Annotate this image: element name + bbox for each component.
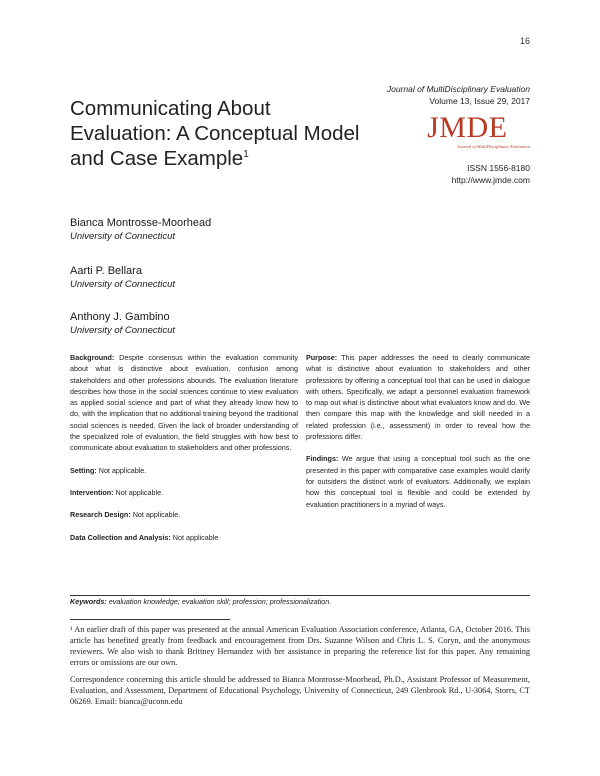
journal-issn: ISSN 1556-8180 bbox=[467, 163, 530, 173]
logo-text: JMDE bbox=[427, 111, 508, 144]
journal-volume-issue: Volume 13, Issue 29, 2017 bbox=[429, 96, 530, 106]
author-3 bbox=[70, 310, 175, 338]
keywords bbox=[70, 597, 331, 606]
title-footnote-mark: 1 bbox=[243, 149, 249, 161]
keywords-text: evaluation knowledge; evaluation skill; profession; professionalization. bbox=[106, 597, 332, 606]
text: Not applicable. bbox=[130, 510, 181, 520]
label: Purpose: bbox=[306, 353, 338, 362]
journal-name: Journal of MultiDisciplinary Evaluation bbox=[386, 84, 530, 94]
author-affiliation: University of Connecticut bbox=[70, 325, 176, 336]
author-affiliation: University of Connecticut bbox=[70, 279, 176, 290]
label: Intervention: bbox=[70, 487, 114, 497]
text: We argue that using a conceptual tool such as the one presented in this paper with comparative case examples would clarify for outsiders the distinct work of evaluators. Additionally, we explain how this conceptual tool is flexible and could be extended by evaluation practitioners in a myriad of ways. bbox=[306, 454, 530, 509]
text: Despite consensus within the evaluation community about what is distinctive about evaluation, confusion among stakeholders and other professions abounds. The evaluation literature describes how those in the social sciences continue to view evaluation as applied social science and part of what they already know how to do, with the implication that no additional training beyond the traditional social sciences is needed. Given the lack of broader understanding of the specialized role of evaluation, the field struggles with how best to communicate about evaluation to stakeholders and other professions. bbox=[70, 353, 298, 453]
journal-info bbox=[310, 83, 530, 186]
label: Findings: bbox=[306, 454, 339, 464]
abstract-right-column bbox=[306, 352, 530, 521]
footnote-1: ¹ An earlier draft of this paper was presented at the annual American Evaluation Association conference, Atlanta, GA, October 2016. This article has benefited greatly from feedback and encouragement from Drs. Suzanne Wilson and Chris L. S. Coryn, and the anonymous reviewers. We also wish to thank Brittney Hernandez with her assistance in preparing the reference list for this paper. Any remaining errors or omissions are our own. bbox=[70, 625, 530, 667]
abstract-setting bbox=[70, 465, 298, 476]
correspondence-note: Correspondence concerning this article should be addressed to Bianca Montrosse-Moorhead, Ph.D., Assistant Professor of Measurement, Evaluation, and Assessment, Department of Educational Psychology, University of Connecticut, 249 Glenbrook Rd., U-3064, Storrs, CT 06269. Email: bianca@uconn.edu bbox=[70, 675, 530, 706]
text: Not applicable. bbox=[96, 465, 147, 475]
text: This paper addresses the need to clearly communicate what is distinctive about evaluation to stakeholders and other professions by offering a conceptual tool that can be used in dialogue with others. Specifically, we adapt a personnel evaluation framework to map out what is distinctive about what evaluators know and do. We then compare this map with the knowledge and skill needed in a related profession (i.e., assessment) in order to reveal how the professions differ. bbox=[306, 353, 530, 442]
text: Not applicable bbox=[170, 532, 219, 542]
label: Setting: bbox=[70, 465, 97, 475]
text: Not applicable. bbox=[113, 487, 164, 497]
abstract-left-column bbox=[70, 352, 298, 554]
keywords-label: Keywords: bbox=[70, 597, 107, 606]
logo-subtitle: Journal of MultiDisciplinary Evaluation bbox=[457, 144, 530, 149]
label: Research Design: bbox=[70, 510, 131, 520]
journal-url[interactable]: http://www.jmde.com bbox=[451, 175, 530, 185]
author-name: Anthony J. Gambino bbox=[70, 311, 170, 323]
abstract-background bbox=[70, 352, 298, 454]
abstract-research-design bbox=[70, 509, 298, 520]
abstract-intervention bbox=[70, 487, 298, 498]
abstract-data-collection bbox=[70, 532, 298, 543]
author-name: Aarti P. Bellara bbox=[70, 265, 142, 277]
author-name: Bianca Montrosse-Moorhead bbox=[70, 217, 212, 229]
abstract-purpose bbox=[306, 352, 530, 442]
label: Background: bbox=[70, 353, 115, 362]
abstract-findings bbox=[306, 453, 530, 509]
keywords-divider bbox=[70, 595, 530, 596]
author-1 bbox=[70, 216, 211, 244]
page-number: 16 bbox=[519, 36, 530, 46]
title-text: Communicating About Evaluation: A Conceptual Model and Case Example bbox=[70, 97, 360, 170]
footnote-divider bbox=[70, 619, 230, 620]
author-affiliation: University of Connecticut bbox=[70, 231, 176, 242]
author-2 bbox=[70, 264, 175, 292]
jmde-logo bbox=[427, 113, 530, 153]
label: Data Collection and Analysis: bbox=[70, 532, 171, 542]
